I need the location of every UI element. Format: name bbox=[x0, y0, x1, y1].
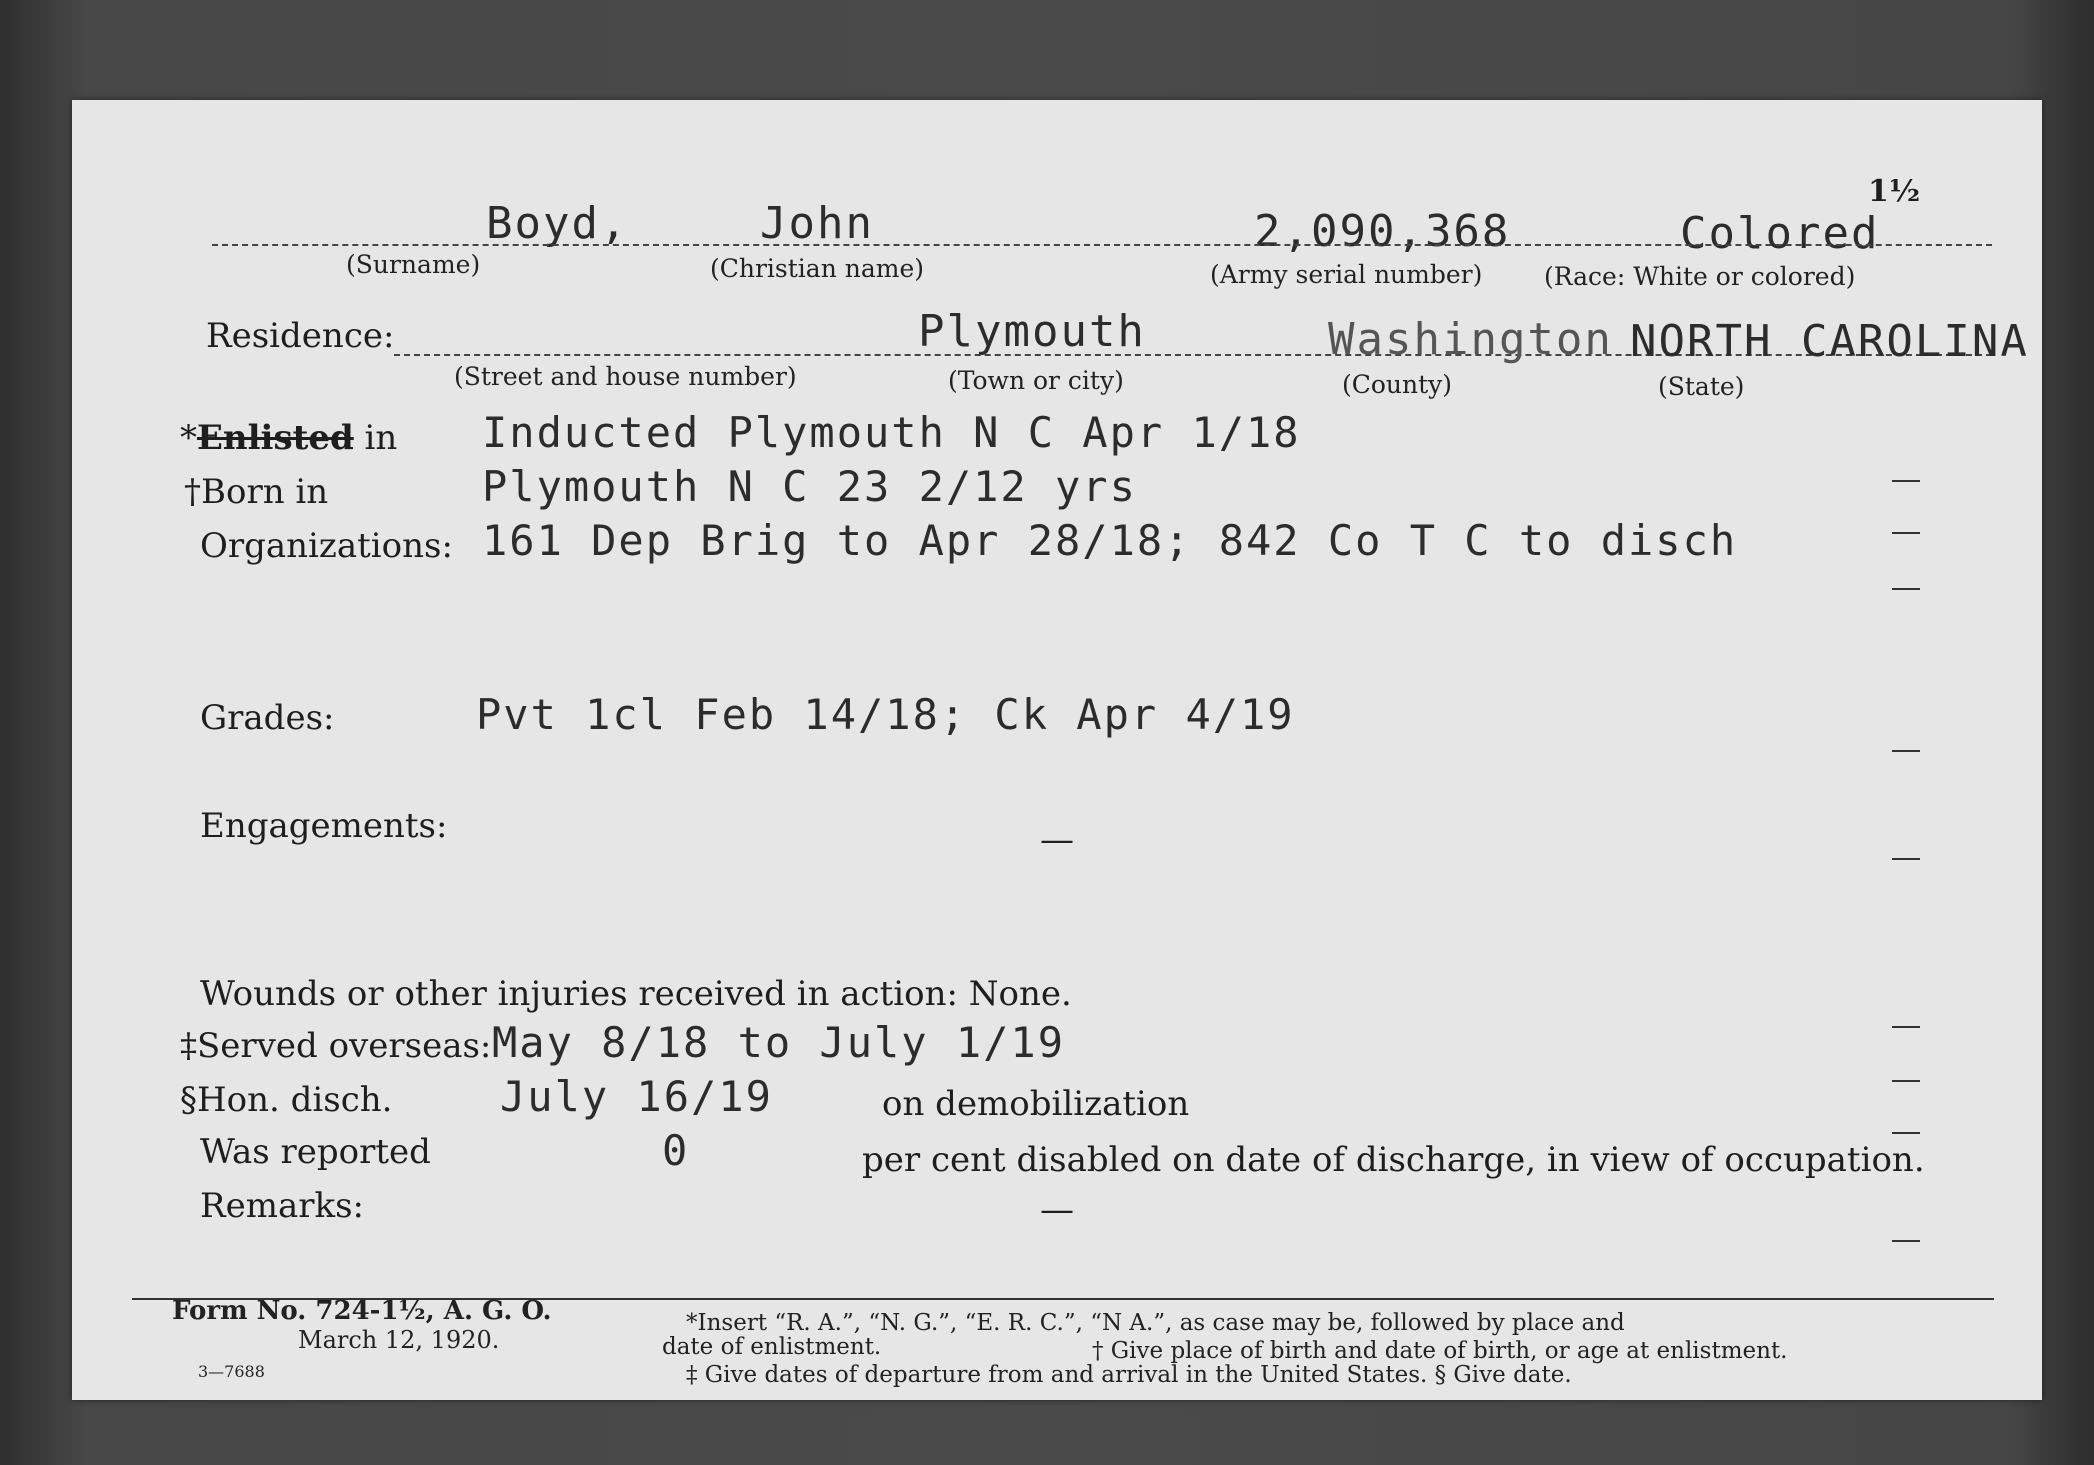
reported-value: 0 bbox=[662, 1126, 690, 1175]
caption-serial: (Army serial number) bbox=[1210, 260, 1483, 289]
enlisted-asterisk: * bbox=[180, 418, 197, 458]
surname-value: Boyd, bbox=[486, 198, 629, 249]
engagements-label: Engagements: bbox=[200, 806, 448, 846]
overseas-label: ‡Served overseas: bbox=[180, 1026, 492, 1066]
caption-race: (Race: White or colored) bbox=[1544, 262, 1856, 291]
margin-mark bbox=[1892, 1026, 1920, 1028]
caption-town: (Town or city) bbox=[948, 366, 1124, 395]
record-card bbox=[72, 100, 2042, 1400]
enlisted-value: Inducted Plymouth N C Apr 1/18 bbox=[482, 408, 1301, 457]
margin-mark bbox=[1892, 480, 1920, 482]
enlisted-in-label: in bbox=[364, 418, 398, 458]
wounds-row bbox=[200, 974, 1072, 1014]
reported-note: per cent disabled on date of discharge, in view of occupation. bbox=[862, 1140, 1925, 1180]
county-value: Washington bbox=[1328, 314, 1613, 365]
margin-mark bbox=[1892, 858, 1920, 860]
margin-mark bbox=[1892, 588, 1920, 590]
margin-mark bbox=[1892, 1132, 1920, 1134]
hon-disch-value: July 16/19 bbox=[500, 1072, 773, 1121]
caption-state: (State) bbox=[1658, 372, 1745, 401]
state-value: NORTH CAROLINA bbox=[1630, 316, 2029, 367]
remarks-label: Remarks: bbox=[200, 1186, 364, 1226]
margin-mark bbox=[1892, 1240, 1920, 1242]
wounds-value: None. bbox=[968, 974, 1072, 1014]
reported-label: Was reported bbox=[200, 1132, 431, 1172]
card-fraction: 1½ bbox=[1868, 174, 1921, 209]
name-line bbox=[212, 244, 1992, 246]
organizations-label: Organizations: bbox=[200, 526, 453, 566]
caption-county: (County) bbox=[1342, 370, 1453, 399]
form-code: 3—7688 bbox=[198, 1362, 265, 1381]
footnote-line-2a: date of enlistment. bbox=[662, 1334, 882, 1360]
margin-mark bbox=[1892, 750, 1920, 752]
caption-christian: (Christian name) bbox=[710, 254, 925, 283]
margin-mark bbox=[1892, 532, 1920, 534]
enlisted-label-group bbox=[180, 418, 397, 458]
wounds-label: Wounds or other injuries received in action: bbox=[200, 974, 958, 1014]
race-value: Colored bbox=[1680, 208, 1880, 259]
form-date: March 12, 1920. bbox=[298, 1326, 500, 1354]
grades-label: Grades: bbox=[200, 698, 335, 738]
caption-street: (Street and house number) bbox=[454, 362, 797, 391]
overseas-value: May 8/18 to July 1/19 bbox=[492, 1018, 1066, 1067]
footnote-line-2b: † Give place of birth and date of birth, or age at enlistment. bbox=[1092, 1338, 1788, 1364]
engagements-value: — bbox=[1040, 820, 1074, 860]
born-label: †Born in bbox=[184, 472, 329, 512]
residence-label: Residence: bbox=[206, 316, 395, 356]
margin-mark bbox=[1892, 1080, 1920, 1082]
form-number: Form No. 724-1½, A. G. O. bbox=[172, 1296, 552, 1326]
hon-disch-note: on demobilization bbox=[882, 1084, 1190, 1124]
serial-number-value: 2,090,368 bbox=[1254, 206, 1511, 257]
enlisted-label: Enlisted bbox=[197, 418, 354, 458]
christian-name-value: John bbox=[760, 198, 874, 249]
footnote-line-3: ‡ Give dates of departure from and arrival in the United States. § Give date. bbox=[686, 1362, 1572, 1388]
grades-value: Pvt 1cl Feb 14/18; Ck Apr 4/19 bbox=[476, 690, 1295, 739]
caption-surname: (Surname) bbox=[346, 250, 481, 279]
footnote-line-1: *Insert “R. A.”, “N. G.”, “E. R. C.”, “N A.”, as case may be, followed by place and bbox=[686, 1310, 1625, 1336]
remarks-value: — bbox=[1040, 1190, 1074, 1230]
town-value: Plymouth bbox=[918, 306, 1146, 357]
born-value: Plymouth N C 23 2/12 yrs bbox=[482, 462, 1137, 511]
hon-disch-label: §Hon. disch. bbox=[180, 1080, 393, 1120]
organizations-value: 161 Dep Brig to Apr 28/18; 842 Co T C to disch bbox=[482, 516, 1738, 565]
